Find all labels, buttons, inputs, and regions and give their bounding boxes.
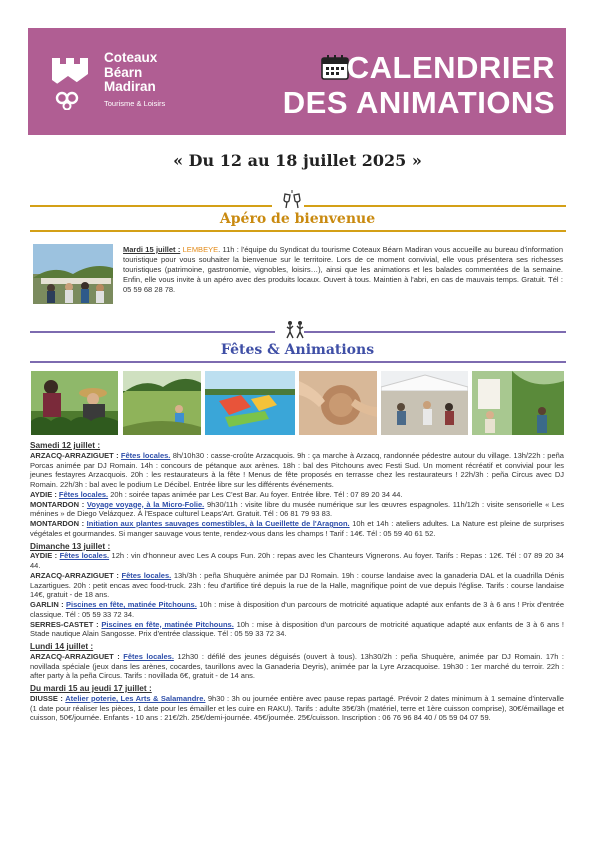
photo-pool <box>205 371 295 435</box>
event-entry: MONTARDON : Initiation aux plantes sauvages comestibles, à la Cueillette de l'Aragnon. 10h et 14h : ateliers adultes. La Nature est pleine de surprises végétales et gourmandes. Si manger sauvage vous tente, rendez-vous dans les champs ! Tarif : 14€. Tél : 05 59 40 61 52. <box>30 519 564 538</box>
page-title: CALENDRIER DES ANIMATIONS <box>282 50 555 120</box>
day-heading: Dimanche 13 juillet : <box>30 540 111 551</box>
event-entry: AYDIE : Fêtes locales. 12h : vin d'honneur avec Les A coups Fun. 20h : repas avec les Chanteurs Vignerons. Au foyer. Tarifs : Repas : 12€. Tél : 07 89 20 34 44. <box>30 551 564 570</box>
section-title-apero: Apéro de bienvenue <box>219 211 376 227</box>
event-entry: GARLIN : Piscines en fête, matinée Pitchouns. 10h : mise à disposition d'un parcours de motricité aquatique adapté aux enfants de 3 à 6 ans ! Prix d'entrée classique. Tél : 05 59 33 72 34. <box>30 600 564 619</box>
apero-text: Mardi 15 juillet : LEMBEYE. 11h : l'équipe du Syndicat du tourisme Coteaux Béarn Madiran vous accueille au bureau d'information touristique pour vous souhaiter la bienvenue sur le territoire. Lors de ce moment convivial, elle vous présentera ses richesses touristiques (patrimoine, gastronomie, vignobles, loisirs…), ainsi que les animations et les balades commentées de la semaine. Enfin, elle vous invite à un apéro avec des produits locaux. Ouvert à tous. Maintien à l'abri, en cas de mauvais temps. Gratuit. Tél : 05 59 68 28 78. <box>123 245 563 294</box>
brand-name: Coteaux Béarn Madiran Tourisme & Loisirs <box>104 50 166 108</box>
event-entry: AYDIE : Fêtes locales. 20h : soirée tapas animée par Les C'est Bar. Au foyer. Entrée libre. Tél : 07 89 20 34 44. <box>30 489 403 499</box>
event-entry: MONTARDON : Voyage voyage, à la Micro-Folie. 9h30/11h : visite libre du musée numérique sur les œuvres espagnoles. 11h/12h : visite sensorielle « Les ménines » de Diego Velázquez. À l'Espace culturel Leaps'Art. Gratuit. Tél : 06 81 79 93 83. <box>30 499 565 519</box>
event-entry: ARZACQ-ARRAZIGUET : Fêtes locales. 8h/10h30 : casse-croûte Arzacquois. 9h : ça marche à Arzacq, randonnée pédestre autour du village. 13h/22h : peña Porcas animée par DJ Romain. 14h : concours de pétanque aux arènes. 18h : bal des Pitchouns avec Festi Sud. Un moment récréatif et convivial pour les jeunes festayres Arzacquois. 20h : les restaurateurs à la fête ! Menus de fête proposés en terrasse chez les restaurateurs ! 22h/3h : peña Circus avec DJ Romain. 22h/3h : bal avec le podium Le Décibel. Entrée libre sur les différents événements. <box>30 450 564 489</box>
photo-forest <box>472 371 564 435</box>
divider-bottom <box>30 361 566 363</box>
divider-right <box>304 331 566 333</box>
glasses-icon <box>281 190 303 210</box>
apero-place: LEMBEYE <box>182 245 219 254</box>
divider-bottom <box>30 230 566 232</box>
day-heading: Du mardi 15 au jeudi 17 juillet : <box>30 683 152 693</box>
divider-right <box>304 205 566 207</box>
day-heading: Lundi 14 juillet : <box>30 641 94 651</box>
day-heading: Samedi 12 juillet : <box>30 440 101 450</box>
event-entry: ARZACQ-ARRAZIGUET : Fêtes locales. 12h30 : défilé des jeunes déguisés (ouvert à tous). 13h30/2h : peña Shuquère, animée par DJ Romain. 17h : novillada spéciale (jeux dans les arènes, cocardes, taurillons avec la Ganaderia Deyris), animée par la Lyre Arzacquoise. 19h30 : 1er marché du terroir. 22h : after party à la peña Circus. Tarifs : novillada 6€, gratuit - de 14 ans. <box>30 651 564 681</box>
photo-tent <box>381 371 468 435</box>
photo-plants <box>31 371 118 435</box>
photo-hands-clay <box>299 371 377 435</box>
divider-left <box>30 205 272 207</box>
fetes-content <box>30 441 564 723</box>
date-range: « Du 12 au 18 juillet 2025 » <box>173 151 422 170</box>
brand-tagline: Tourisme & Loisirs <box>104 98 166 108</box>
event-entry: SERRES-CASTET : Piscines en fête, matinée Pitchouns. 10h : mise à disposition d'un parcours de motricité aquatique adapté aux enfants de 3 à 6 ans ! Stade nautique Alain Sangosse. Prix d'entrée classique. Tél : 05 59 33 72 34. <box>30 619 565 639</box>
photo-meadow <box>123 371 201 435</box>
section-title-fetes: Fêtes & Animations <box>220 342 375 358</box>
event-entry: ARZACQ-ARRAZIGUET : Fêtes locales. 13h/3h : peña Shuquère animée par DJ Romain. 19h : course landaise avec la ganaderia DAL et la cuadrilla Dénis Lazartigues. 20h : petit encas avec food-truck. 23h : feu d'artifice tiré depuis la rue de la Halle, magnifique point de vue depuis l'église. Tarifs : course landaise 14€, gratuit - de 18 ans. <box>30 570 564 600</box>
divider-left <box>30 331 275 333</box>
dancers-icon <box>284 320 306 340</box>
event-entry: DIUSSE : Atelier poterie, Les Arts & Salamandre. 9h30 : 3h ou journée entière avec pause repas partagé. Prévoir 2 dates minimum à 1 semaine d'intervalle (1 date pour réaliser les pièces, 1 date pour les émailler et les cuire en RAKU). Tarifs : adulte 35€/3h (matériel, terre et 1ère cuisson comprise), 30€/émaillage et cuisson, 50€/journée. Enfants - 10 ans : 21€/2h. 25€/demi-journée. 45€/journée. 25€/cuisson. Inscription : 06 76 96 84 40 / 05 59 04 07 59. <box>30 693 564 723</box>
apero-photo <box>33 244 113 304</box>
